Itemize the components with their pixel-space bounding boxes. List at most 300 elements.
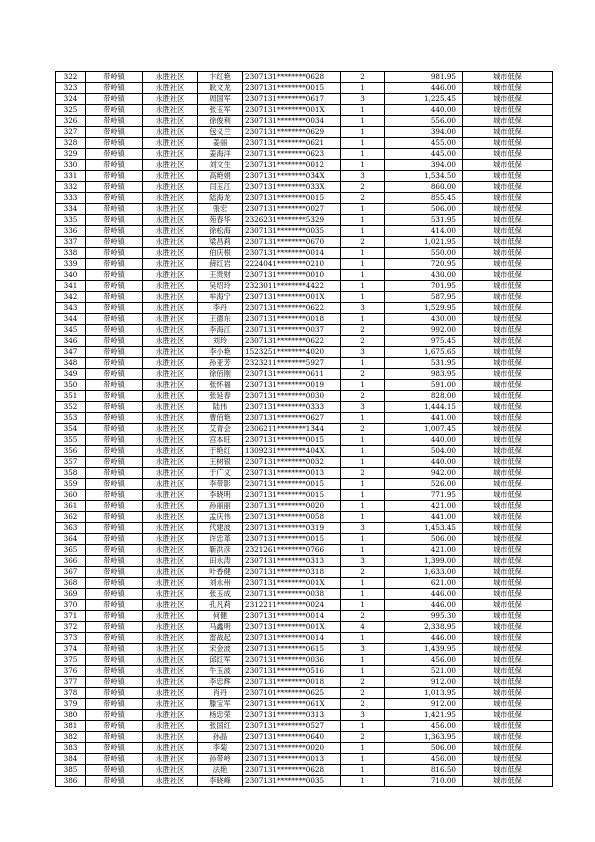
community-cell: 永胜社区	[143, 347, 198, 358]
household-size-cell: 2	[341, 699, 385, 710]
table-row	[56, 270, 553, 281]
table-row	[56, 721, 553, 732]
town-cell: 带岭镇	[86, 754, 143, 765]
assistance-type-cell: 城市低保	[463, 72, 553, 83]
id-number-cell: 2307131********0015	[243, 534, 341, 545]
row-number: 377	[56, 677, 86, 688]
row-number: 360	[56, 490, 86, 501]
assistance-type-cell: 城市低保	[463, 237, 553, 248]
community-cell: 永胜社区	[143, 83, 198, 94]
id-number-cell: 2307131********0037	[243, 325, 341, 336]
assistance-type-cell: 城市低保	[463, 512, 553, 523]
row-number: 368	[56, 578, 86, 589]
id-number-cell: 2307131********0615	[243, 644, 341, 655]
id-number-cell: 2307131********0622	[243, 336, 341, 347]
assistance-type-cell: 城市低保	[463, 226, 553, 237]
assistance-type-cell: 城市低保	[463, 171, 553, 182]
amount-cell: 446.00	[385, 589, 463, 600]
community-cell: 永胜社区	[143, 204, 198, 215]
assistance-type-cell: 城市低保	[463, 149, 553, 160]
amount-cell: 430.00	[385, 314, 463, 325]
town-cell: 带岭镇	[86, 523, 143, 534]
assistance-type-cell: 城市低保	[463, 666, 553, 677]
table-row	[56, 358, 553, 369]
town-cell: 带岭镇	[86, 578, 143, 589]
household-size-cell: 3	[341, 523, 385, 534]
household-size-cell: 1	[341, 380, 385, 391]
community-cell: 永胜社区	[143, 127, 198, 138]
assistance-type-cell: 城市低保	[463, 732, 553, 743]
household-size-cell: 2	[341, 72, 385, 83]
row-number: 385	[56, 765, 86, 776]
name-cell: 宫本旺	[198, 435, 243, 446]
household-size-cell: 3	[341, 94, 385, 105]
table-row	[56, 776, 553, 787]
name-cell: 闫玉江	[198, 182, 243, 193]
town-cell: 带岭镇	[86, 248, 143, 259]
assistance-type-cell: 城市低保	[463, 534, 553, 545]
town-cell: 带岭镇	[86, 215, 143, 226]
table-row	[56, 611, 553, 622]
row-number: 369	[56, 589, 86, 600]
row-number: 341	[56, 281, 86, 292]
name-cell: 李小艳	[198, 347, 243, 358]
assistance-type-cell: 城市低保	[463, 182, 553, 193]
town-cell: 带岭镇	[86, 468, 143, 479]
amount-cell: 2,338.95	[385, 622, 463, 633]
name-cell: 法艳	[198, 765, 243, 776]
id-number-cell: 2307131********0030	[243, 391, 341, 402]
household-size-cell: 1	[341, 270, 385, 281]
town-cell: 带岭镇	[86, 325, 143, 336]
name-cell: 李忠辉	[198, 677, 243, 688]
id-number-cell: 2307131********0019	[243, 380, 341, 391]
row-number: 357	[56, 457, 86, 468]
town-cell: 带岭镇	[86, 765, 143, 776]
community-cell: 永胜社区	[143, 259, 198, 270]
amount-cell: 720.95	[385, 259, 463, 270]
table-row	[56, 116, 553, 127]
table-row	[56, 369, 553, 380]
id-number-cell: 2312211********0024	[243, 600, 341, 611]
household-size-cell: 1	[341, 446, 385, 457]
amount-cell: 1,363.95	[385, 732, 463, 743]
name-cell: 張宏	[198, 204, 243, 215]
name-cell: 王贵财	[198, 270, 243, 281]
row-number: 346	[56, 336, 86, 347]
town-cell: 带岭镇	[86, 710, 143, 721]
town-cell: 带岭镇	[86, 479, 143, 490]
row-number: 335	[56, 215, 86, 226]
town-cell: 带岭镇	[86, 270, 143, 281]
table-row	[56, 215, 553, 226]
name-cell: 吴绍玲	[198, 281, 243, 292]
id-number-cell: 2307131********0622	[243, 303, 341, 314]
row-number: 326	[56, 116, 86, 127]
table-row	[56, 237, 553, 248]
id-number-cell: 2307131********0014	[243, 633, 341, 644]
amount-cell: 860.00	[385, 182, 463, 193]
name-cell: 姜丽	[198, 138, 243, 149]
id-number-cell: 2306211********1344	[243, 424, 341, 435]
town-cell: 带岭镇	[86, 83, 143, 94]
table-row	[56, 699, 553, 710]
town-cell: 带岭镇	[86, 369, 143, 380]
amount-cell: 550.00	[385, 248, 463, 259]
amount-cell: 446.00	[385, 83, 463, 94]
assistance-type-cell: 城市低保	[463, 501, 553, 512]
community-cell: 永胜社区	[143, 633, 198, 644]
name-cell: 张玉成	[198, 589, 243, 600]
row-number: 376	[56, 666, 86, 677]
household-size-cell: 1	[341, 490, 385, 501]
amount-cell: 1,399.00	[385, 556, 463, 567]
amount-cell: 506.00	[385, 743, 463, 754]
town-cell: 带岭镇	[86, 490, 143, 501]
name-cell: 田永涛	[198, 556, 243, 567]
assistance-type-cell: 城市低保	[463, 479, 553, 490]
amount-cell: 1,421.95	[385, 710, 463, 721]
assistance-type-cell: 城市低保	[463, 116, 553, 127]
assistance-type-cell: 城市低保	[463, 545, 553, 556]
id-number-cell: 2307131********0010	[243, 270, 341, 281]
row-number: 354	[56, 424, 86, 435]
name-cell: 王树银	[198, 457, 243, 468]
id-number-cell: 1309231********404X	[243, 446, 341, 457]
name-cell: 孙亚芳	[198, 358, 243, 369]
name-cell: 梁昌莉	[198, 237, 243, 248]
household-size-cell: 1	[341, 721, 385, 732]
table-row	[56, 743, 553, 754]
town-cell: 带岭镇	[86, 699, 143, 710]
town-cell: 带岭镇	[86, 545, 143, 556]
table-row	[56, 248, 553, 259]
amount-cell: 1,444.15	[385, 402, 463, 413]
table-row	[56, 567, 553, 578]
amount-cell: 995.30	[385, 611, 463, 622]
community-cell: 永胜社区	[143, 160, 198, 171]
assistance-type-cell: 城市低保	[463, 336, 553, 347]
amount-cell: 828.00	[385, 391, 463, 402]
amount-cell: 1,013.95	[385, 688, 463, 699]
amount-cell: 506.00	[385, 204, 463, 215]
table-row	[56, 545, 553, 556]
town-cell: 带岭镇	[86, 556, 143, 567]
household-size-cell: 2	[341, 611, 385, 622]
amount-cell: 456.00	[385, 721, 463, 732]
table-row	[56, 765, 553, 776]
table-row	[56, 589, 553, 600]
community-cell: 永胜社区	[143, 644, 198, 655]
community-cell: 永胜社区	[143, 611, 198, 622]
amount-cell: 445.00	[385, 149, 463, 160]
row-number: 338	[56, 248, 86, 259]
table-row	[56, 402, 553, 413]
assistance-type-cell: 城市低保	[463, 765, 553, 776]
assistance-type-cell: 城市低保	[463, 358, 553, 369]
town-cell: 带岭镇	[86, 424, 143, 435]
amount-cell: 591.00	[385, 380, 463, 391]
row-number: 353	[56, 413, 86, 424]
id-number-cell: 2307131********0617	[243, 94, 341, 105]
household-size-cell: 2	[341, 336, 385, 347]
id-number-cell: 2307131********0015	[243, 479, 341, 490]
community-cell: 永胜社区	[143, 688, 198, 699]
community-cell: 永胜社区	[143, 666, 198, 677]
roster-body	[56, 72, 553, 787]
town-cell: 带岭镇	[86, 204, 143, 215]
amount-cell: 771.95	[385, 490, 463, 501]
household-size-cell: 2	[341, 182, 385, 193]
community-cell: 永胜社区	[143, 512, 198, 523]
name-cell: 孙带岭	[198, 754, 243, 765]
household-size-cell: 3	[341, 402, 385, 413]
amount-cell: 912.00	[385, 699, 463, 710]
table-row	[56, 138, 553, 149]
row-number: 348	[56, 358, 86, 369]
community-cell: 永胜社区	[143, 699, 198, 710]
assistance-type-cell: 城市低保	[463, 589, 553, 600]
amount-cell: 1,021.95	[385, 237, 463, 248]
household-size-cell: 3	[341, 556, 385, 567]
town-cell: 带岭镇	[86, 655, 143, 666]
name-cell: 刘永州	[198, 578, 243, 589]
row-number: 362	[56, 512, 86, 523]
id-number-cell: 2307131********0318	[243, 567, 341, 578]
amount-cell: 521.00	[385, 666, 463, 677]
community-cell: 永胜社区	[143, 556, 198, 567]
amount-cell: 983.95	[385, 369, 463, 380]
community-cell: 永胜社区	[143, 710, 198, 721]
community-cell: 永胜社区	[143, 358, 198, 369]
table-row	[56, 633, 553, 644]
row-number: 340	[56, 270, 86, 281]
table-row	[56, 314, 553, 325]
household-size-cell: 3	[341, 171, 385, 182]
table-row	[56, 732, 553, 743]
name-cell: 李带影	[198, 479, 243, 490]
amount-cell: 975.45	[385, 336, 463, 347]
community-cell: 永胜社区	[143, 534, 198, 545]
assistance-type-cell: 城市低保	[463, 193, 553, 204]
table-row	[56, 413, 553, 424]
town-cell: 带岭镇	[86, 567, 143, 578]
amount-cell: 456.00	[385, 754, 463, 765]
community-cell: 永胜社区	[143, 754, 198, 765]
row-number: 382	[56, 732, 86, 743]
amount-cell: 446.00	[385, 600, 463, 611]
assistance-type-cell: 城市低保	[463, 204, 553, 215]
community-cell: 永胜社区	[143, 391, 198, 402]
assistance-type-cell: 城市低保	[463, 622, 553, 633]
community-cell: 永胜社区	[143, 567, 198, 578]
id-number-cell: 2307131********0015	[243, 490, 341, 501]
id-number-cell: 2307131********0628	[243, 765, 341, 776]
town-cell: 带岭镇	[86, 743, 143, 754]
assistance-type-cell: 城市低保	[463, 270, 553, 281]
assistance-type-cell: 城市低保	[463, 292, 553, 303]
assistance-type-cell: 城市低保	[463, 94, 553, 105]
row-number: 331	[56, 171, 86, 182]
table-row	[56, 160, 553, 171]
community-cell: 永胜社区	[143, 545, 198, 556]
amount-cell: 587.95	[385, 292, 463, 303]
household-size-cell: 4	[341, 622, 385, 633]
name-cell: 孙晶	[198, 732, 243, 743]
row-number: 364	[56, 534, 86, 545]
id-number-cell: 2307131********0014	[243, 248, 341, 259]
relief-roster-table	[55, 71, 553, 787]
name-cell: 徐俊利	[198, 116, 243, 127]
name-cell: 于艳红	[198, 446, 243, 457]
town-cell: 带岭镇	[86, 94, 143, 105]
amount-cell: 992.00	[385, 325, 463, 336]
community-cell: 永胜社区	[143, 655, 198, 666]
amount-cell: 506.00	[385, 534, 463, 545]
row-number: 349	[56, 369, 86, 380]
name-cell: 孟庆伟	[198, 512, 243, 523]
name-cell: 张延春	[198, 391, 243, 402]
town-cell: 带岭镇	[86, 435, 143, 446]
row-number: 386	[56, 776, 86, 787]
household-size-cell: 3	[341, 303, 385, 314]
assistance-type-cell: 城市低保	[463, 281, 553, 292]
assistance-type-cell: 城市低保	[463, 523, 553, 534]
id-number-cell: 2307131********0527	[243, 721, 341, 732]
town-cell: 带岭镇	[86, 281, 143, 292]
community-cell: 永胜社区	[143, 501, 198, 512]
amount-cell: 394.00	[385, 127, 463, 138]
table-row	[56, 149, 553, 160]
name-cell: 艾青会	[198, 424, 243, 435]
name-cell: 徐佰刚	[198, 369, 243, 380]
assistance-type-cell: 城市低保	[463, 391, 553, 402]
household-size-cell: 1	[341, 754, 385, 765]
town-cell: 带岭镇	[86, 226, 143, 237]
table-row	[56, 72, 553, 83]
id-number-cell: 2323211********5927	[243, 358, 341, 369]
name-cell: 张国红	[198, 721, 243, 732]
community-cell: 永胜社区	[143, 435, 198, 446]
assistance-type-cell: 城市低保	[463, 567, 553, 578]
town-cell: 带岭镇	[86, 160, 143, 171]
assistance-type-cell: 城市低保	[463, 413, 553, 424]
amount-cell: 441.00	[385, 512, 463, 523]
community-cell: 永胜社区	[143, 325, 198, 336]
row-number: 351	[56, 391, 86, 402]
household-size-cell: 1	[341, 589, 385, 600]
town-cell: 带岭镇	[86, 314, 143, 325]
name-cell: 陆伟	[198, 402, 243, 413]
town-cell: 带岭镇	[86, 677, 143, 688]
id-number-cell: 2307131********001X	[243, 292, 341, 303]
town-cell: 带岭镇	[86, 336, 143, 347]
town-cell: 带岭镇	[86, 182, 143, 193]
household-size-cell: 2	[341, 325, 385, 336]
table-row	[56, 435, 553, 446]
id-number-cell: 2307131********001X	[243, 578, 341, 589]
id-number-cell: 2307131********0027	[243, 204, 341, 215]
name-cell: 肖丹	[198, 688, 243, 699]
amount-cell: 621.00	[385, 578, 463, 589]
community-cell: 永胜社区	[143, 336, 198, 347]
table-row	[56, 556, 553, 567]
assistance-type-cell: 城市低保	[463, 721, 553, 732]
household-size-cell: 1	[341, 83, 385, 94]
community-cell: 永胜社区	[143, 589, 198, 600]
assistance-type-cell: 城市低保	[463, 710, 553, 721]
community-cell: 永胜社区	[143, 226, 198, 237]
assistance-type-cell: 城市低保	[463, 160, 553, 171]
row-number: 372	[56, 622, 86, 633]
town-cell: 带岭镇	[86, 380, 143, 391]
name-cell: 宋金波	[198, 644, 243, 655]
id-number-cell: 2307101********0625	[243, 688, 341, 699]
id-number-cell: 2307131********0319	[243, 523, 341, 534]
community-cell: 永胜社区	[143, 457, 198, 468]
id-number-cell: 2307131********0623	[243, 149, 341, 160]
town-cell: 带岭镇	[86, 292, 143, 303]
id-number-cell: 2307131********0313	[243, 556, 341, 567]
row-number: 379	[56, 699, 86, 710]
community-cell: 永胜社区	[143, 446, 198, 457]
household-size-cell: 1	[341, 743, 385, 754]
name-cell: 邱红军	[198, 655, 243, 666]
id-number-cell: 2307131********001X	[243, 105, 341, 116]
assistance-type-cell: 城市低保	[463, 105, 553, 116]
name-cell: 杨忠荣	[198, 710, 243, 721]
table-row	[56, 655, 553, 666]
household-size-cell: 1	[341, 435, 385, 446]
community-cell: 永胜社区	[143, 765, 198, 776]
table-row	[56, 457, 553, 468]
community-cell: 永胜社区	[143, 292, 198, 303]
name-cell: 李丹	[198, 303, 243, 314]
row-number: 352	[56, 402, 86, 413]
id-number-cell: 2307131********033X	[243, 182, 341, 193]
community-cell: 永胜社区	[143, 105, 198, 116]
row-number: 337	[56, 237, 86, 248]
community-cell: 永胜社区	[143, 413, 198, 424]
town-cell: 带岭镇	[86, 347, 143, 358]
name-cell: 苑春华	[198, 215, 243, 226]
row-number: 358	[56, 468, 86, 479]
household-size-cell: 1	[341, 666, 385, 677]
name-cell: 靳洪彦	[198, 545, 243, 556]
assistance-type-cell: 城市低保	[463, 215, 553, 226]
row-number: 336	[56, 226, 86, 237]
name-cell: 张玉军	[198, 105, 243, 116]
table-row	[56, 446, 553, 457]
household-size-cell: 1	[341, 600, 385, 611]
town-cell: 带岭镇	[86, 237, 143, 248]
town-cell: 带岭镇	[86, 149, 143, 160]
assistance-type-cell: 城市低保	[463, 578, 553, 589]
row-number: 380	[56, 710, 86, 721]
name-cell: 马鑫明	[198, 622, 243, 633]
community-cell: 永胜社区	[143, 523, 198, 534]
table-row	[56, 644, 553, 655]
community-cell: 永胜社区	[143, 94, 198, 105]
id-number-cell: 2307131********0313	[243, 710, 341, 721]
table-row	[56, 578, 553, 589]
id-number-cell: 2307131********0035	[243, 226, 341, 237]
household-size-cell: 1	[341, 160, 385, 171]
id-number-cell: 2307131********0032	[243, 457, 341, 468]
amount-cell: 421.00	[385, 501, 463, 512]
id-number-cell: 2307131********0020	[243, 501, 341, 512]
row-number: 384	[56, 754, 86, 765]
